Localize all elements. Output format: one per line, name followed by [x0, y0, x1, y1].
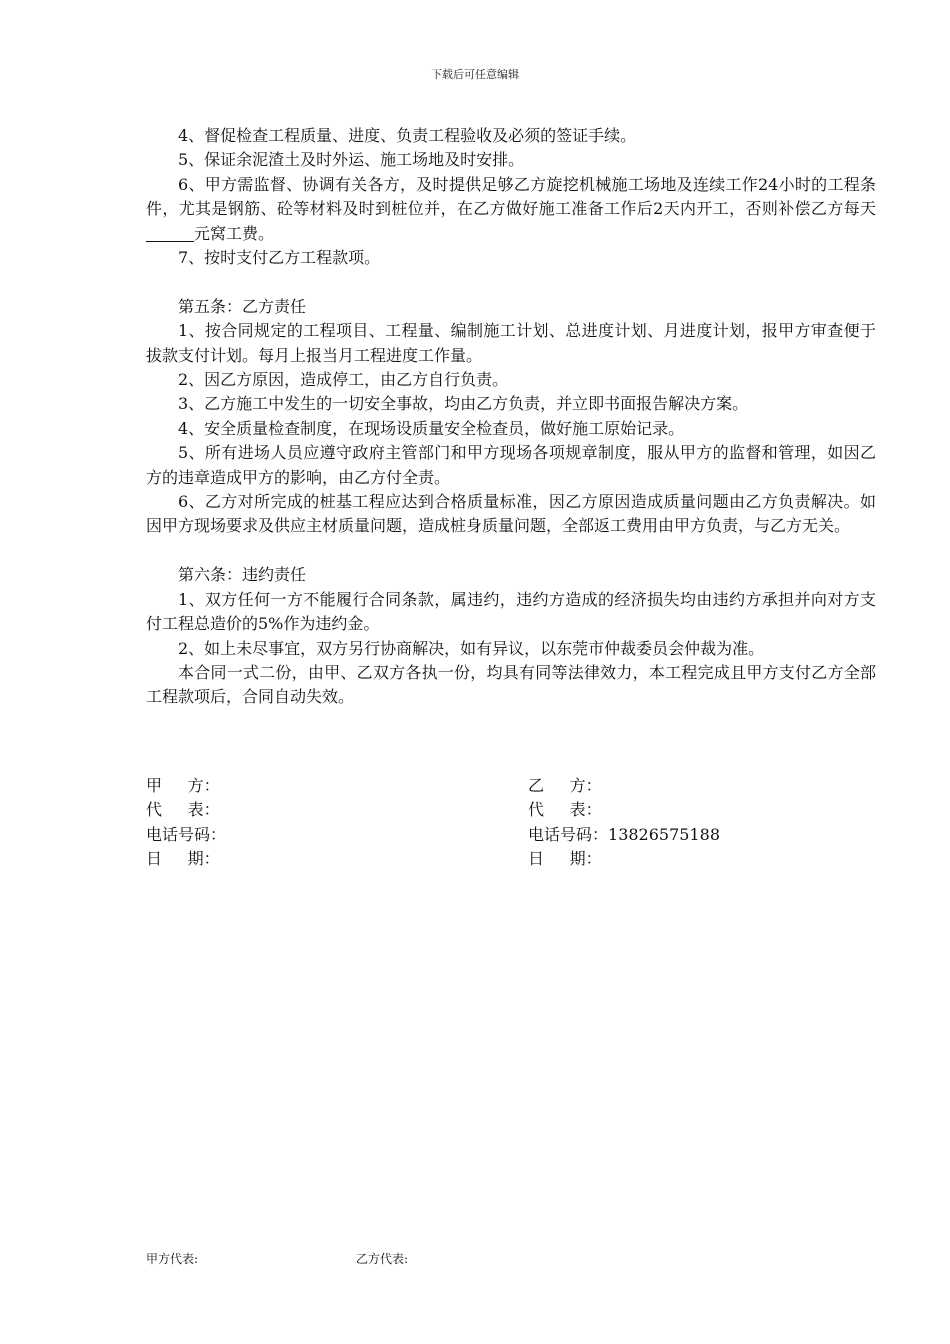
clause-5: 5、保证余泥渣土及时外运、施工场地及时安排。: [178, 150, 525, 170]
page-footer: [146, 1250, 408, 1267]
footer-party-b-rep: 乙方代表:: [356, 1252, 409, 1266]
clause-6: [146, 173, 876, 246]
section-5-item: 4、安全质量检查制度，在现场设质量安全检查员，做好施工原始记录。: [178, 418, 685, 438]
party-a-date-label: 日期：: [146, 849, 220, 869]
contract-body: [146, 124, 876, 710]
fill-in-blank: [146, 225, 194, 242]
clause-6-text: 6、甲方需监督、协调有关各方，及时提供足够乙方旋挖机械施工场地及连续工作24小时的工程条件，尤其是钢筋、砼等材料及时到桩位并，在乙方做好施工准备工作后2天内开工，否则补偿乙方每天: [146, 174, 876, 219]
section-5-item: 1、按合同规定的工程项目、工程量、编制施工计划、总进度计划、月进度计划，报甲方审查便于拔款支付计划。每月上报当月工程进度工作量。: [146, 321, 876, 365]
party-b-label: 乙方：: [528, 776, 602, 795]
party-a-rep-label: 代表：: [146, 800, 220, 820]
section-6-item: 1、双方任何一方不能履行合同条款，属违约，违约方造成的经济损失均由违约方承担并向对方支付工程总造价的5%作为违约金。: [146, 589, 876, 634]
signature-block: [146, 774, 876, 872]
party-b-date-label: 日期：: [528, 849, 602, 869]
clause-4: 4、督促检查工程质量、进度、负责工程验收及必须的签证手续。: [178, 126, 637, 145]
party-a-label: 甲方：: [146, 776, 220, 795]
footer-party-a-rep: 甲方代表:: [146, 1252, 199, 1266]
section-5-item: 5、所有进场人员应遵守政府主管部门和甲方现场各项规章制度，服从甲方的监督和管理，如因乙方的违章造成甲方的影响，由乙方付全责。: [146, 443, 876, 487]
page-header: 下载后可任意编辑: [431, 68, 519, 81]
party-b-phone: 电话号码：13826575188: [528, 824, 720, 844]
section-5-item: 3、乙方施工中发生的一切安全事故，均由乙方负责，并立即书面报告解决方案。: [178, 394, 749, 414]
clause-6-suffix: 元窝工费。: [194, 223, 275, 243]
section-5-item: 6、乙方对所完成的桩基工程应达到合格质量标准，因乙方原因造成质量问题由乙方负责解决。如因甲方现场要求及供应主材质量问题，造成桩身质量问题，全部返工费用由甲方负责，与乙方无关。: [146, 492, 876, 536]
section-5-title: 第五条：乙方责任: [178, 296, 307, 316]
clause-7: 7、按时支付乙方工程款项。: [178, 248, 381, 268]
section-6-item: 2、如上未尽事宜，双方另行协商解决，如有异议，以东莞市仲裁委员会仲裁为准。: [178, 638, 765, 658]
section-6-item: 本合同一式二份，由甲、乙双方各执一份，均具有同等法律效力，本工程完成且甲方支付乙方全部工程款项后，合同自动失效。: [146, 662, 876, 707]
party-a-phone-label: 电话号码：: [146, 824, 227, 844]
section-5-item: 2、因乙方原因，造成停工，由乙方自行负责。: [178, 370, 509, 390]
party-b-rep-label: 代表：: [528, 800, 602, 820]
party-b-phone-value: 13826575188: [608, 824, 720, 844]
section-6-title: 第六条：违约责任: [178, 565, 307, 585]
